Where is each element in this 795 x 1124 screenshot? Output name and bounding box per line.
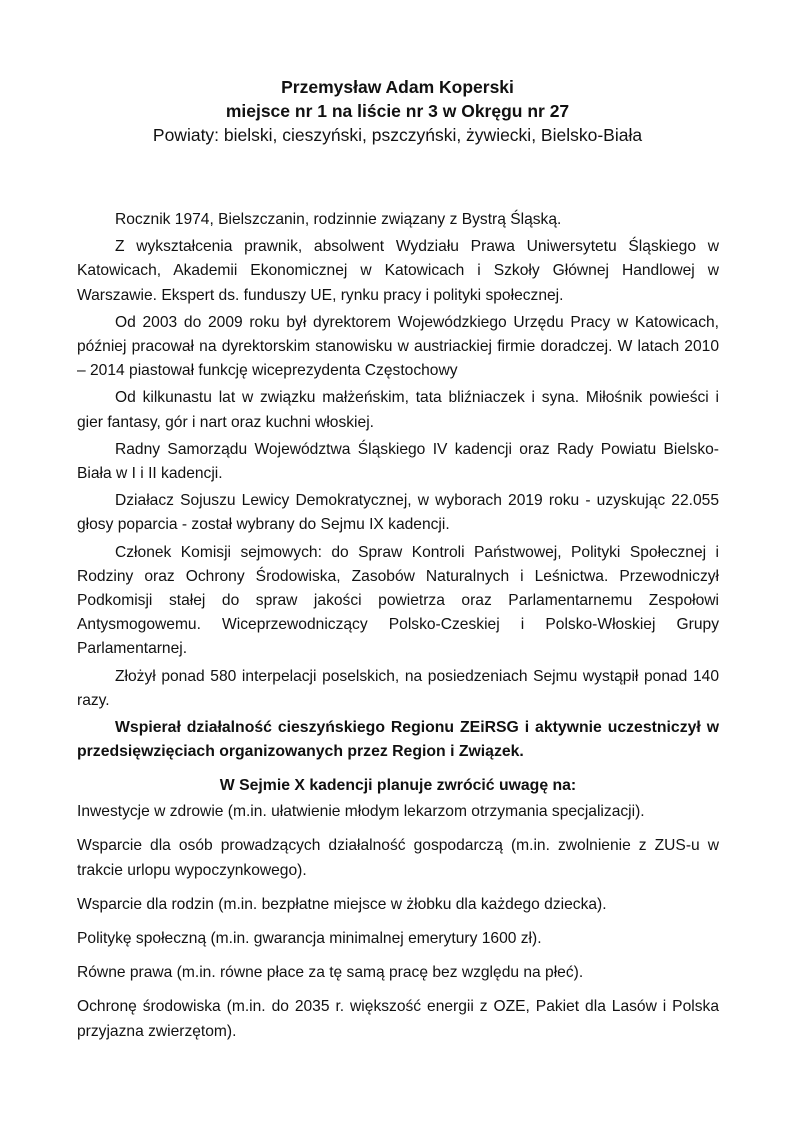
bio-paragraph: Działacz Sojuszu Lewicy Demokratycznej, w wyborach 2019 roku - uzyskując 22.055 głosy poparcia - został wybrany do Sejmu IX kadencji. (77, 492, 719, 534)
program-section (77, 774, 719, 1054)
bio-paragraph: Rocznik 1974, Bielszczanin, rodzinnie związany z Bystrą Śląską. (115, 211, 562, 228)
bio-bold-paragraph: Wspierał działalność cieszyńskiego Regionu ZEiRSG i aktywnie uczestniczył w przedsięwzięciach organizowanych przez Region i Związek. (77, 719, 719, 761)
list-position: miejsce nr 1 na liście nr 3 w Okręgu nr 27 (225, 101, 570, 121)
biography (77, 208, 719, 764)
program-item: Wsparcie dla osób prowadzących działalność gospodarczą (m.in. zwolnienie z ZUS-u w trakcie urlopu wypoczynkowego). (77, 837, 719, 879)
bio-paragraph: Z wykształcenia prawnik, absolwent Wydziału Prawa Uniwersytetu Śląskiego w Katowicach, Akademii Ekonomicznej w Katowicach i Szkoły Głównej Handlowej w Warszawie. Ekspert ds. funduszy UE, rynku pracy i polityki społecznej. (77, 238, 719, 304)
program-item: Inwestycje w zdrowie (m.in. ułatwienie młodym lekarzom otrzymania specjalizacji). (77, 803, 645, 821)
districts: Powiaty: bielski, cieszyński, pszczyński, żywiecki, Bielsko-Biała (152, 125, 643, 145)
program-item: Politykę społeczną (m.in. gwarancja minimalnej emerytury 1600 zł). (77, 930, 542, 948)
bio-paragraph: Złożył ponad 580 interpelacji poselskich, na posiedzeniach Sejmu wystąpił ponad 140 razy. (77, 667, 719, 709)
bio-paragraph: Od 2003 do 2009 roku był dyrektorem Wojewódzkiego Urzędu Pracy w Katowicach, później pracował na dyrektorskim stanowisku w austriackiej firmie doradczej. W latach 2010 – 2014 piastował funkcję wiceprezydenta Częstochowy (77, 313, 719, 380)
program-title: W Sejmie X kadencji planuje zwrócić uwagę na: (219, 777, 577, 794)
document-header (0, 76, 795, 148)
program-item: Wsparcie dla rodzin (m.in. bezpłatne miejsce w żłobku dla każdego dziecka). (77, 895, 607, 913)
bio-paragraph: Członek Komisji sejmowych: do Spraw Kontroli Państwowej, Polityki Społecznej i Rodziny oraz Ochrony Środowiska, Zasobów Naturalnych i Leśnictwa. Przewodniczył Podkomisji stałej do spraw jakości powietrza oraz Parlamentarnemu Zespołowi Antysmogowemu. Wiceprzewodniczący Polsko-Czeskiej i Polsko-Włoskiej Grupy Parlamentarnej. (77, 543, 719, 658)
program-item: Ochronę środowiska (m.in. do 2035 r. większość energii z OZE, Pakiet dla Lasów i Polska przyjazna zwierzętom). (77, 998, 719, 1040)
bio-paragraph: Radny Samorządu Województwa Śląskiego IV kadencji oraz Rady Powiatu Bielsko-Biała w I i II kadencji. (77, 440, 719, 483)
bio-paragraph: Od kilkunastu lat w związku małżeńskim, tata bliźniaczek i syna. Miłośnik powieści i gier fantasy, gór i nart oraz kuchni włoskiej. (77, 389, 719, 431)
candidate-name: Przemysław Adam Koperski (281, 77, 514, 97)
program-item: Równe prawa (m.in. równe płace za tę samą pracę bez względu na płeć). (77, 964, 584, 982)
